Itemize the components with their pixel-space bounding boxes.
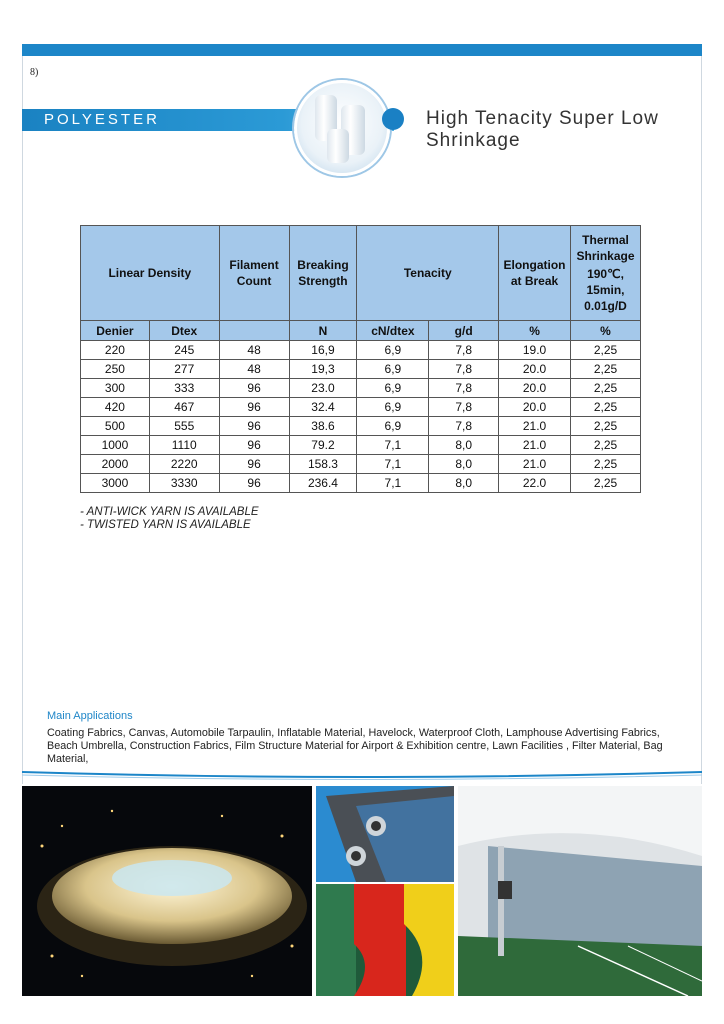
- table-cell: 7,1: [357, 455, 429, 474]
- table-cell: 277: [149, 360, 219, 379]
- header-linear-density: Linear Density: [81, 226, 220, 321]
- table-cell: 21.0: [499, 455, 571, 474]
- table-cell: 250: [81, 360, 150, 379]
- header-filament-count: Filament Count: [219, 226, 289, 321]
- table-cell: 21.0: [499, 436, 571, 455]
- header-thermal-shrinkage: [571, 226, 641, 321]
- colored-fabric-photo: [316, 884, 454, 996]
- table-cell: 7,8: [429, 417, 499, 436]
- unit-cell: cN/dtex: [357, 321, 429, 341]
- stadium-photo: [22, 786, 312, 996]
- table-cell: 2,25: [571, 436, 641, 455]
- table-cell: 467: [149, 398, 219, 417]
- table-cell: 3000: [81, 474, 150, 493]
- yarn-spools-image: [294, 80, 390, 176]
- table-cell: 38.6: [289, 417, 357, 436]
- table-cell: 7,8: [429, 379, 499, 398]
- unit-cell: [219, 321, 289, 341]
- table-cell: 300: [81, 379, 150, 398]
- header-thermal-line: 190℃,: [587, 267, 624, 281]
- accent-dot: [382, 108, 404, 130]
- spool-graphic: [327, 129, 349, 163]
- table-cell: 96: [219, 379, 289, 398]
- table-cell: 7,1: [357, 474, 429, 493]
- table-cell: 2,25: [571, 455, 641, 474]
- table-cell: 7,8: [429, 341, 499, 360]
- table-cell: 16,9: [289, 341, 357, 360]
- table-cell: 2,25: [571, 360, 641, 379]
- top-bar: [22, 44, 702, 56]
- table-row: [81, 474, 641, 493]
- applications-title: Main Applications: [47, 710, 133, 722]
- unit-cell: N: [289, 321, 357, 341]
- table-cell: 32.4: [289, 398, 357, 417]
- table-row: [81, 436, 641, 455]
- unit-cell: %: [571, 321, 641, 341]
- note-anti-wick: - ANTI-WICK YARN IS AVAILABLE: [80, 506, 259, 518]
- header-breaking-strength: Breaking Strength: [289, 226, 357, 321]
- page-number: 8): [30, 67, 39, 78]
- table-cell: 19,3: [289, 360, 357, 379]
- specification-table: [80, 225, 641, 493]
- table-cell: 8,0: [429, 474, 499, 493]
- product-title: High Tenacity Super Low Shrinkage: [426, 108, 659, 151]
- table-cell: 7,1: [357, 436, 429, 455]
- table-row: [81, 398, 641, 417]
- header-thermal-line: Thermal Shrinkage: [576, 233, 635, 263]
- table-cell: 20.0: [499, 379, 571, 398]
- header-elongation: Elongation at Break: [499, 226, 571, 321]
- table-cell: 2220: [149, 455, 219, 474]
- table-cell: 220: [81, 341, 150, 360]
- table-row: [81, 360, 641, 379]
- applications-text: Coating Fabrics, Canvas, Automobile Tarpaulin, Inflatable Material, Havelock, Waterproof Cloth, Lamphouse Advertising Fabrics, Beach Umbrella, Construction Fabrics, Film Structure Material for Airport & Exhibition centre, Lawn Facilities , Filter Material, Bag Material,: [47, 727, 663, 765]
- table-cell: 6,9: [357, 417, 429, 436]
- table-cell: 1000: [81, 436, 150, 455]
- table-cell: 2,25: [571, 398, 641, 417]
- table-cell: 236.4: [289, 474, 357, 493]
- table-cell: 48: [219, 360, 289, 379]
- table-row: [81, 455, 641, 474]
- table-row: [81, 379, 641, 398]
- table-cell: 96: [219, 474, 289, 493]
- header-tenacity: Tenacity: [357, 226, 499, 321]
- table-cell: 1110: [149, 436, 219, 455]
- table-body: [81, 341, 641, 493]
- table-cell: 20.0: [499, 398, 571, 417]
- table-cell: 333: [149, 379, 219, 398]
- table-cell: 7,8: [429, 360, 499, 379]
- note-twisted: - TWISTED YARN IS AVAILABLE: [80, 519, 251, 531]
- table-cell: 3330: [149, 474, 219, 493]
- table-cell: 2,25: [571, 474, 641, 493]
- table-cell: 96: [219, 455, 289, 474]
- table-cell: 2000: [81, 455, 150, 474]
- unit-cell: g/d: [429, 321, 499, 341]
- notes: [80, 506, 259, 532]
- unit-cell: %: [499, 321, 571, 341]
- table-cell: 420: [81, 398, 150, 417]
- table-cell: 6,9: [357, 341, 429, 360]
- table-cell: 79.2: [289, 436, 357, 455]
- header-thermal-line: 0.01g/D: [584, 299, 627, 313]
- unit-cell: Denier: [81, 321, 150, 341]
- table-row: [81, 341, 641, 360]
- table-cell: 21.0: [499, 417, 571, 436]
- table-cell: 6,9: [357, 360, 429, 379]
- table-cell: 8,0: [429, 455, 499, 474]
- table-row: [81, 417, 641, 436]
- table-cell: 22.0: [499, 474, 571, 493]
- unit-cell: Dtex: [149, 321, 219, 341]
- table-cell: 6,9: [357, 398, 429, 417]
- table-cell: 2,25: [571, 341, 641, 360]
- table-cell: 500: [81, 417, 150, 436]
- tarpaulin-photo: [316, 786, 454, 882]
- table-cell: 555: [149, 417, 219, 436]
- bottom-swoosh: [22, 770, 702, 780]
- table-cell: 8,0: [429, 436, 499, 455]
- table-cell: 7,8: [429, 398, 499, 417]
- table-cell: 23.0: [289, 379, 357, 398]
- table-cell: 158.3: [289, 455, 357, 474]
- table-cell: 20.0: [499, 360, 571, 379]
- table-cell: 96: [219, 436, 289, 455]
- table-cell: 96: [219, 398, 289, 417]
- table-cell: 19.0: [499, 341, 571, 360]
- table-cell: 2,25: [571, 417, 641, 436]
- header-thermal-line: 15min,: [586, 283, 625, 297]
- table-cell: 2,25: [571, 379, 641, 398]
- section-label: POLYESTER: [44, 111, 160, 128]
- table-cell: 245: [149, 341, 219, 360]
- table-cell: 96: [219, 417, 289, 436]
- indoor-court-photo: [458, 786, 702, 996]
- table-cell: 48: [219, 341, 289, 360]
- table-cell: 6,9: [357, 379, 429, 398]
